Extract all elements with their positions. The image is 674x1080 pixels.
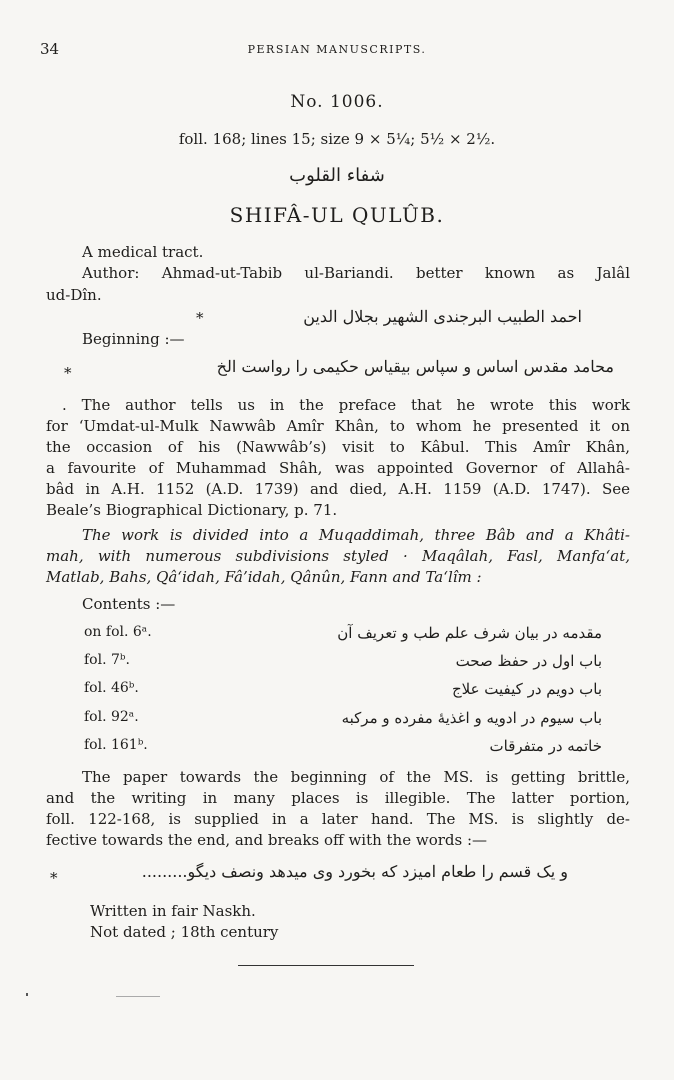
contents-arabic: باب دویم در کیفیت علاج <box>451 680 602 698</box>
contents-arabic: باب اول در حفظ صحت <box>455 652 602 670</box>
asterisk: * <box>50 869 58 887</box>
contents-arabic: باب سیوم در ادویه و اغذیهٔ مفرده و مرکبه <box>341 709 602 727</box>
para1-line: bâd in A.H. 1152 (A.D. 1739) and died, A.H. 1159 (A.D. 1747). See <box>46 480 630 498</box>
entry-title: SHIFÂ-UL QULÛB. <box>229 203 445 227</box>
beginning-label: Beginning :— <box>82 330 185 348</box>
end-rule <box>238 965 414 966</box>
collation: foll. 168; lines 15; size 9 × 5¼; 5½ × 2½. <box>178 130 496 148</box>
contents-label: Contents :— <box>82 595 176 613</box>
para3-line: fective towards the end, and breaks off with the words :— <box>46 831 488 849</box>
folio-ref: fol. 161ᵇ. <box>84 737 148 753</box>
author-line-1: Author: Ahmad-ut-Tabib ul-Bariandi. better known as Jalâl <box>82 264 630 282</box>
asterisk: * <box>196 309 204 327</box>
ending-arabic: و یک قسم را طعام امیزد که بخورد وی میدهد ونصف دیگو......... <box>141 862 568 881</box>
contents-row <box>84 624 634 646</box>
contents-row <box>84 737 634 759</box>
author-arabic: احمد الطبيب البرجندى الشهير بجلال الدين <box>303 307 582 326</box>
running-title: PERSIAN MANUSCRIPTS. <box>247 43 427 56</box>
contents-row <box>84 709 634 731</box>
beginning-arabic: محامد مقدس اساس و سپاس بیقیاس حکیمی را رواست الخ <box>216 357 614 376</box>
para1-line: Beale’s Biographical Dictionary, p. 71. <box>46 501 338 519</box>
asterisk: * <box>64 364 72 382</box>
folio-ref: fol. 7ᵇ. <box>84 652 130 668</box>
para3-line: foll. 122-168, is supplied in a later hand. The MS. is slightly de- <box>46 810 630 828</box>
contents-arabic: مقدمه در بیان شرف علم طب و تعریف آن <box>337 624 602 642</box>
para1-line: a favourite of Muhammad Shâh, was appointed Governor of Allahâ- <box>46 459 630 477</box>
script-note: Written in fair Naskh. <box>90 902 256 920</box>
para2-line: Matlab, Bahs, Qâ‘idah, Fâ’idah, Qânûn, Fann and Ta‘lîm : <box>46 568 482 586</box>
contents-arabic: خاتمه در متفرقات <box>489 737 602 755</box>
para2-line: mah, with numerous subdivisions styled · Maqâlah, Fasl, Manfa‘at, <box>46 547 630 565</box>
folio-ref: fol. 46ᵇ. <box>84 680 139 696</box>
para1-line: . The author tells us in the preface that he wrote this work <box>62 396 630 414</box>
para1-line: the occasion of his (Nawwâb’s) visit to Kâbul. This Amîr Khân, <box>46 438 630 456</box>
folio-ref: fol. 92ᵃ. <box>84 709 139 725</box>
entry-number: No. 1006. <box>290 92 384 112</box>
subject: A medical tract. <box>82 243 204 261</box>
para1-line: for ‘Umdat-ul-Mulk Nawwâb Amîr Khân, to whom he presented it on <box>46 417 630 435</box>
paper-mark <box>26 993 28 996</box>
page-number: 34 <box>40 40 60 58</box>
author-line-2: ud-Dîn. <box>46 286 102 304</box>
arabic-title: شفاء القلوب <box>289 165 385 186</box>
para2-line: The work is divided into a Muqaddimah, three Bâb and a Khâti- <box>82 526 630 544</box>
para3-line: The paper towards the beginning of the MS. is getting brittle, <box>82 768 630 786</box>
contents-row <box>84 680 634 702</box>
folio-ref: on fol. 6ᵃ. <box>84 624 152 640</box>
contents-row <box>84 652 634 674</box>
paper-mark <box>116 996 160 997</box>
date-note: Not dated ; 18th century <box>90 923 279 941</box>
para3-line: and the writing in many places is illegible. The latter portion, <box>46 789 630 807</box>
